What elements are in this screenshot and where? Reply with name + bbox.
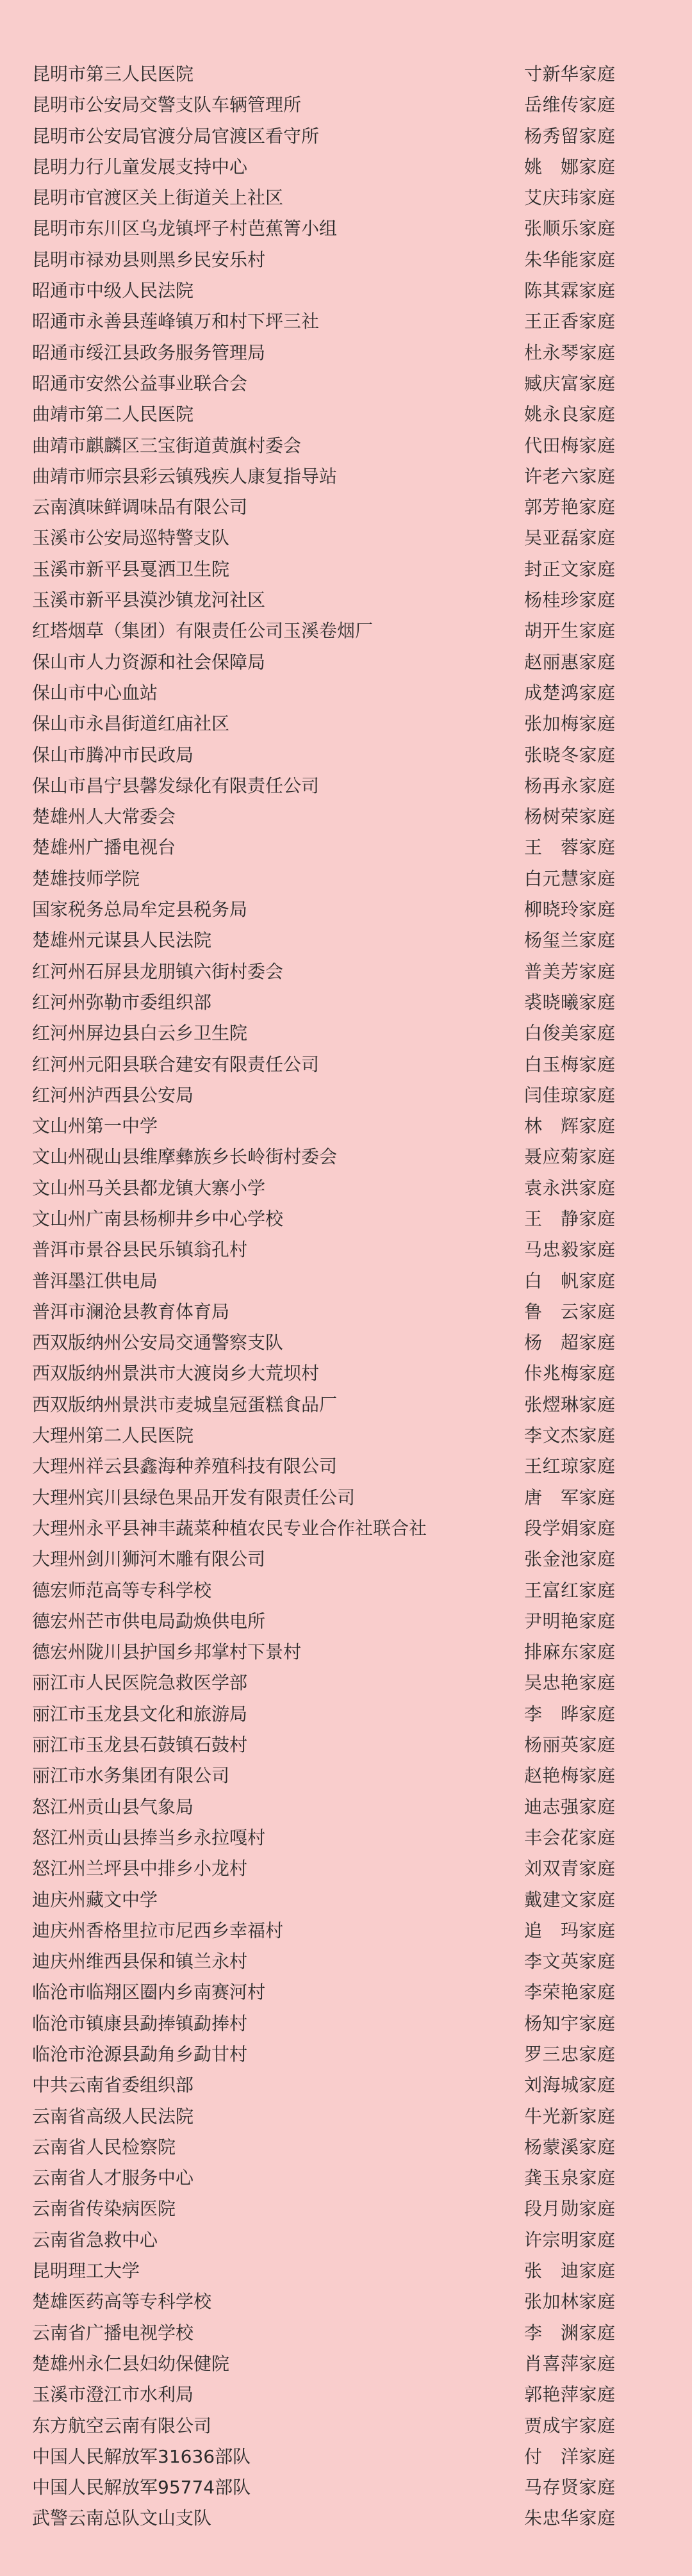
list-item: [0, 1606, 692, 1637]
organization-name: 德宏州芒市供电局勐焕供电所: [32, 1610, 266, 1632]
list-item: [0, 1916, 692, 1946]
family-name: 许宗明家庭: [524, 2229, 616, 2251]
family-name: 白元慧家庭: [524, 867, 616, 889]
organization-name: 昭通市安然公益事业联合会: [32, 372, 248, 394]
organization-name: 西双版纳州公安局交通警察支队: [32, 1332, 284, 1354]
family-name: 柳晓玲家庭: [524, 899, 616, 921]
family-name: 赵艳梅家庭: [524, 1765, 616, 1787]
list-item: [0, 1018, 692, 1049]
list-item: [0, 1420, 692, 1451]
list-item: [0, 1111, 692, 1142]
organization-name: 迪庆州香格里拉市尼西乡幸福村: [32, 1919, 284, 1941]
family-name: 追 玛家庭: [524, 1919, 616, 1941]
list-item: [0, 399, 692, 430]
organization-name: 德宏州陇川县护国乡邦掌村下景村: [32, 1641, 302, 1663]
organization-name: 云南省广播电视学校: [32, 2322, 194, 2343]
list-item: [0, 616, 692, 646]
organization-name: 楚雄州广播电视台: [32, 837, 176, 858]
list-item: [0, 1358, 692, 1389]
family-name: 寸新华家庭: [524, 63, 616, 85]
organization-name: 楚雄州元谋县人民法院: [32, 930, 212, 951]
family-name: 龚玉泉家庭: [524, 2167, 616, 2189]
family-name: 裘晓曦家庭: [524, 991, 616, 1013]
organization-name: 曲靖市麒麟区三宝街道黄旗村委会: [32, 434, 302, 456]
family-name: 岳维传家庭: [524, 94, 616, 116]
list-item: [0, 2132, 692, 2163]
family-name: 姚 娜家庭: [524, 156, 616, 177]
list-item: [0, 90, 692, 120]
organization-name: 迪庆州维西县保和镇兰永村: [32, 1951, 248, 1973]
organization-name: 迪庆州藏文中学: [32, 1889, 158, 1910]
list-item: [0, 121, 692, 152]
family-name: 张金池家庭: [524, 1548, 616, 1570]
list-item: [0, 1760, 692, 1791]
organization-name: 大理州祥云县鑫海种养殖科技有限公司: [32, 1456, 338, 1477]
organization-name: 昆明市公安局交警支队车辆管理所: [32, 94, 302, 116]
family-name: 段月勋家庭: [524, 2198, 616, 2220]
family-name: 陈其霖家庭: [524, 280, 616, 302]
family-name: 刘双青家庭: [524, 1858, 616, 1880]
organization-name: 中国人民解放军31636部队: [32, 2445, 251, 2467]
organization-name: 昆明市公安局官渡分局官渡区看守所: [32, 125, 320, 147]
family-name: 郭艳萍家庭: [524, 2384, 616, 2406]
family-name: 袁永洪家庭: [524, 1177, 616, 1199]
family-name: 杨秀留家庭: [524, 125, 616, 147]
family-name: 杜永琴家庭: [524, 341, 616, 363]
list-item: [0, 678, 692, 709]
organization-name: 普洱墨江供电局: [32, 1270, 158, 1292]
list-item: [0, 2256, 692, 2286]
list-item: [0, 183, 692, 213]
family-name: 王富红家庭: [524, 1579, 616, 1601]
organization-name: 丽江市玉龙县石鼓镇石鼓村: [32, 1734, 248, 1756]
organization-name: 大理州永平县神丰蔬菜种植农民专业合作社联合社: [32, 1517, 427, 1539]
list-item: [0, 2472, 692, 2503]
family-name: 唐 军家庭: [524, 1486, 616, 1508]
organization-name: 普洱市景谷县民乐镇翁孔村: [32, 1239, 248, 1261]
family-name: 罗三忠家庭: [524, 2044, 616, 2065]
family-name: 成楚鸿家庭: [524, 682, 616, 703]
list-item: [0, 1080, 692, 1111]
family-name: 朱忠华家庭: [524, 2507, 616, 2529]
family-name: 林 辉家庭: [524, 1115, 616, 1137]
list-item: [0, 1451, 692, 1482]
family-name: 姚永良家庭: [524, 404, 616, 425]
organization-name: 保山市昌宁县馨发绿化有限责任公司: [32, 775, 320, 796]
list-item: [0, 306, 692, 337]
organization-name: 武警云南总队文山支队: [32, 2507, 212, 2529]
family-name: 李文英家庭: [524, 1951, 616, 1973]
list-item: [0, 1173, 692, 1204]
family-name: 朱华能家庭: [524, 249, 616, 270]
organization-name: 怒江州贡山县气象局: [32, 1796, 194, 1817]
organization-name: 云南省传染病医院: [32, 2198, 176, 2220]
organization-name: 玉溪市新平县漠沙镇龙河社区: [32, 589, 266, 611]
organization-name: 红河州泸西县公安局: [32, 1084, 194, 1106]
list-item: [0, 1575, 692, 1606]
list-item: [0, 1142, 692, 1172]
list-item: [0, 647, 692, 678]
family-name: 闫佳琼家庭: [524, 1084, 616, 1106]
organization-name: 保山市腾冲市民政局: [32, 744, 194, 766]
organization-name: 怒江州兰坪县中排乡小龙村: [32, 1858, 248, 1880]
list-item: [0, 492, 692, 523]
list-item: [0, 2349, 692, 2379]
family-name: 迪志强家庭: [524, 1796, 616, 1817]
family-name: 郭芳艳家庭: [524, 496, 616, 518]
organization-name: 云南省人才服务中心: [32, 2167, 194, 2189]
list-item: [0, 1297, 692, 1327]
list-item: [0, 1730, 692, 1760]
family-name: 付 洋家庭: [524, 2445, 616, 2467]
list-item: [0, 2070, 692, 2101]
list-item: [0, 523, 692, 554]
organization-name: 东方航空云南有限公司: [32, 2415, 212, 2436]
organization-name: 昆明理工大学: [32, 2260, 140, 2282]
list-item: [0, 740, 692, 771]
list-item: [0, 1544, 692, 1575]
list-item: [0, 771, 692, 801]
family-name: 胡开生家庭: [524, 620, 616, 642]
family-name: 赵丽惠家庭: [524, 651, 616, 673]
family-name: 杨桂珍家庭: [524, 589, 616, 611]
organization-name: 楚雄州永仁县妇幼保健院: [32, 2352, 230, 2374]
family-name: 肖喜萍家庭: [524, 2352, 616, 2374]
family-name: 贾成宇家庭: [524, 2415, 616, 2436]
family-list: [0, 59, 692, 2534]
organization-name: 昭通市永善县莲峰镇万和村下坪三社: [32, 311, 320, 332]
list-item: [0, 1946, 692, 1977]
list-item: [0, 2318, 692, 2349]
organization-name: 大理州剑川狮河木雕有限公司: [32, 1548, 266, 1570]
organization-name: 丽江市水务集团有限公司: [32, 1765, 230, 1787]
list-item: [0, 1853, 692, 1884]
list-item: [0, 1235, 692, 1265]
list-item: [0, 1637, 692, 1668]
list-item: [0, 245, 692, 275]
family-name: 白俊美家庭: [524, 1022, 616, 1044]
family-name: 张 迪家庭: [524, 2260, 616, 2282]
list-item: [0, 2441, 692, 2472]
family-name: 张加林家庭: [524, 2291, 616, 2313]
organization-name: 昆明市官渡区关上街道关上社区: [32, 187, 284, 209]
list-item: [0, 956, 692, 987]
organization-name: 玉溪市澄江市水利局: [32, 2384, 194, 2406]
organization-name: 红塔烟草（集团）有限责任公司玉溪卷烟厂: [32, 620, 374, 642]
family-name: 王正香家庭: [524, 311, 616, 332]
organization-name: 怒江州贡山县捧当乡永拉嘎村: [32, 1826, 266, 1848]
list-item: [0, 925, 692, 956]
list-item: [0, 1823, 692, 1853]
list-item: [0, 1668, 692, 1698]
list-item: [0, 338, 692, 368]
family-name: 艾庆玮家庭: [524, 187, 616, 209]
list-item: [0, 1885, 692, 1916]
organization-name: 文山州砚山县维摩彝族乡长岭街村委会: [32, 1146, 338, 1168]
organization-name: 昭通市中级人民法院: [32, 280, 194, 302]
family-name: 王 蓉家庭: [524, 837, 616, 858]
organization-name: 曲靖市师宗县彩云镇残疾人康复指导站: [32, 465, 338, 487]
organization-name: 中国人民解放军95774部队: [32, 2477, 251, 2498]
list-item: [0, 2039, 692, 2070]
family-name: 佧兆梅家庭: [524, 1363, 616, 1384]
family-name: 马忠毅家庭: [524, 1239, 616, 1261]
organization-name: 红河州屏边县白云乡卫生院: [32, 1022, 248, 1044]
list-item: [0, 2194, 692, 2224]
family-name: 张加梅家庭: [524, 713, 616, 735]
organization-name: 红河州元阳县联合建安有限责任公司: [32, 1053, 320, 1075]
family-name: 杨知宇家庭: [524, 2012, 616, 2034]
list-item: [0, 801, 692, 832]
family-name: 李 晔家庭: [524, 1703, 616, 1725]
family-name: 牛光新家庭: [524, 2105, 616, 2127]
list-item: [0, 2411, 692, 2441]
family-name: 白 帆家庭: [524, 1270, 616, 1292]
family-name: 排麻东家庭: [524, 1641, 616, 1663]
family-name: 丰会花家庭: [524, 1826, 616, 1848]
list-item: [0, 1977, 692, 2008]
family-name: 杨蒙溪家庭: [524, 2136, 616, 2158]
list-item: [0, 1792, 692, 1823]
list-item: [0, 2008, 692, 2039]
list-item: [0, 554, 692, 585]
organization-name: 昭通市绥江县政务服务管理局: [32, 341, 266, 363]
organization-name: 保山市人力资源和社会保障局: [32, 651, 266, 673]
list-item: [0, 431, 692, 461]
list-item: [0, 59, 692, 90]
organization-name: 大理州第二人民医院: [32, 1425, 194, 1447]
organization-name: 中共云南省委组织部: [32, 2074, 194, 2096]
family-name: 吴亚磊家庭: [524, 527, 616, 549]
organization-name: 保山市中心血站: [32, 682, 158, 703]
organization-name: 大理州宾川县绿色果品开发有限责任公司: [32, 1486, 356, 1508]
organization-name: 国家税务总局牟定县税务局: [32, 899, 248, 921]
organization-name: 楚雄医药高等专科学校: [32, 2291, 212, 2313]
list-item: [0, 2503, 692, 2534]
family-name: 张晓冬家庭: [524, 744, 616, 766]
list-item: [0, 1049, 692, 1080]
family-name: 李荣艳家庭: [524, 1981, 616, 2003]
family-name: 马存贤家庭: [524, 2477, 616, 2498]
family-name: 白玉梅家庭: [524, 1053, 616, 1075]
family-name: 李文杰家庭: [524, 1425, 616, 1447]
family-name: 普美芳家庭: [524, 960, 616, 982]
family-name: 张顺乐家庭: [524, 218, 616, 240]
organization-name: 昆明市第三人民医院: [32, 63, 194, 85]
organization-name: 曲靖市第二人民医院: [32, 404, 194, 425]
organization-name: 云南滇味鲜调味品有限公司: [32, 496, 248, 518]
list-item: [0, 832, 692, 863]
family-name: 段学娟家庭: [524, 1517, 616, 1539]
list-item: [0, 152, 692, 183]
organization-name: 普洱市澜沧县教育体育局: [32, 1300, 230, 1322]
family-name: 王红琼家庭: [524, 1456, 616, 1477]
organization-name: 楚雄州人大常委会: [32, 806, 176, 828]
family-name: 许老六家庭: [524, 465, 616, 487]
family-name: 吴忠艳家庭: [524, 1672, 616, 1694]
organization-name: 玉溪市公安局巡特警支队: [32, 527, 230, 549]
list-item: [0, 2225, 692, 2256]
list-item: [0, 213, 692, 244]
list-item: [0, 1266, 692, 1297]
list-item: [0, 2286, 692, 2317]
list-item: [0, 1327, 692, 1358]
organization-name: 红河州弥勒市委组织部: [32, 991, 212, 1013]
family-name: 王 静家庭: [524, 1208, 616, 1229]
list-item: [0, 1482, 692, 1513]
organization-name: 红河州石屏县龙朋镇六街村委会: [32, 960, 284, 982]
organization-name: 保山市永昌街道红庙社区: [32, 713, 230, 735]
organization-name: 文山州广南县杨柳井乡中心学校: [32, 1208, 284, 1229]
family-name: 杨玺兰家庭: [524, 930, 616, 951]
list-item: [0, 1390, 692, 1420]
list-item: [0, 987, 692, 1018]
family-name: 聂应菊家庭: [524, 1146, 616, 1168]
organization-name: 楚雄技师学院: [32, 867, 140, 889]
family-name: 李 渊家庭: [524, 2322, 616, 2343]
organization-name: 文山州第一中学: [32, 1115, 158, 1137]
list-item: [0, 275, 692, 306]
organization-name: 临沧市镇康县勐捧镇勐捧村: [32, 2012, 248, 2034]
list-item: [0, 585, 692, 616]
list-item: [0, 2163, 692, 2194]
family-name: 鲁 云家庭: [524, 1300, 616, 1322]
organization-name: 德宏师范高等专科学校: [32, 1579, 212, 1601]
family-name: 刘海城家庭: [524, 2074, 616, 2096]
organization-name: 云南省急救中心: [32, 2229, 158, 2251]
organization-name: 丽江市玉龙县文化和旅游局: [32, 1703, 248, 1725]
organization-name: 云南省高级人民法院: [32, 2105, 194, 2127]
organization-name: 昆明市东川区乌龙镇坪子村芭蕉箐小组: [32, 218, 338, 240]
family-name: 封正文家庭: [524, 558, 616, 580]
list-item: [0, 709, 692, 739]
family-name: 张熤琳家庭: [524, 1393, 616, 1415]
list-item: [0, 1204, 692, 1235]
list-item: [0, 1513, 692, 1544]
list-item: [0, 2101, 692, 2132]
list-item: [0, 368, 692, 399]
family-name: 杨 超家庭: [524, 1332, 616, 1354]
organization-name: 西双版纳州景洪市大渡岗乡大荒坝村: [32, 1363, 320, 1384]
family-name: 杨再永家庭: [524, 775, 616, 796]
organization-name: 云南省人民检察院: [32, 2136, 176, 2158]
organization-name: 临沧市沧源县勐角乡勐甘村: [32, 2044, 248, 2065]
family-name: 代田梅家庭: [524, 434, 616, 456]
list-item: [0, 894, 692, 925]
organization-name: 西双版纳州景洪市麦城皇冠蛋糕食品厂: [32, 1393, 338, 1415]
list-item: [0, 461, 692, 492]
organization-name: 昆明市禄劝县则黑乡民安乐村: [32, 249, 266, 270]
organization-name: 文山州马关县都龙镇大寨小学: [32, 1177, 266, 1199]
family-name: 杨树荣家庭: [524, 806, 616, 828]
organization-name: 丽江市人民医院急救医学部: [32, 1672, 248, 1694]
organization-name: 临沧市临翔区圈内乡南赛河村: [32, 1981, 266, 2003]
list-item: [0, 2379, 692, 2410]
list-item: [0, 864, 692, 894]
family-name: 尹明艳家庭: [524, 1610, 616, 1632]
list-item: [0, 1699, 692, 1730]
family-name: 杨丽英家庭: [524, 1734, 616, 1756]
family-name: 戴建文家庭: [524, 1889, 616, 1910]
organization-name: 玉溪市新平县戛洒卫生院: [32, 558, 230, 580]
organization-name: 昆明力行儿童发展支持中心: [32, 156, 248, 177]
family-name: 臧庆富家庭: [524, 372, 616, 394]
